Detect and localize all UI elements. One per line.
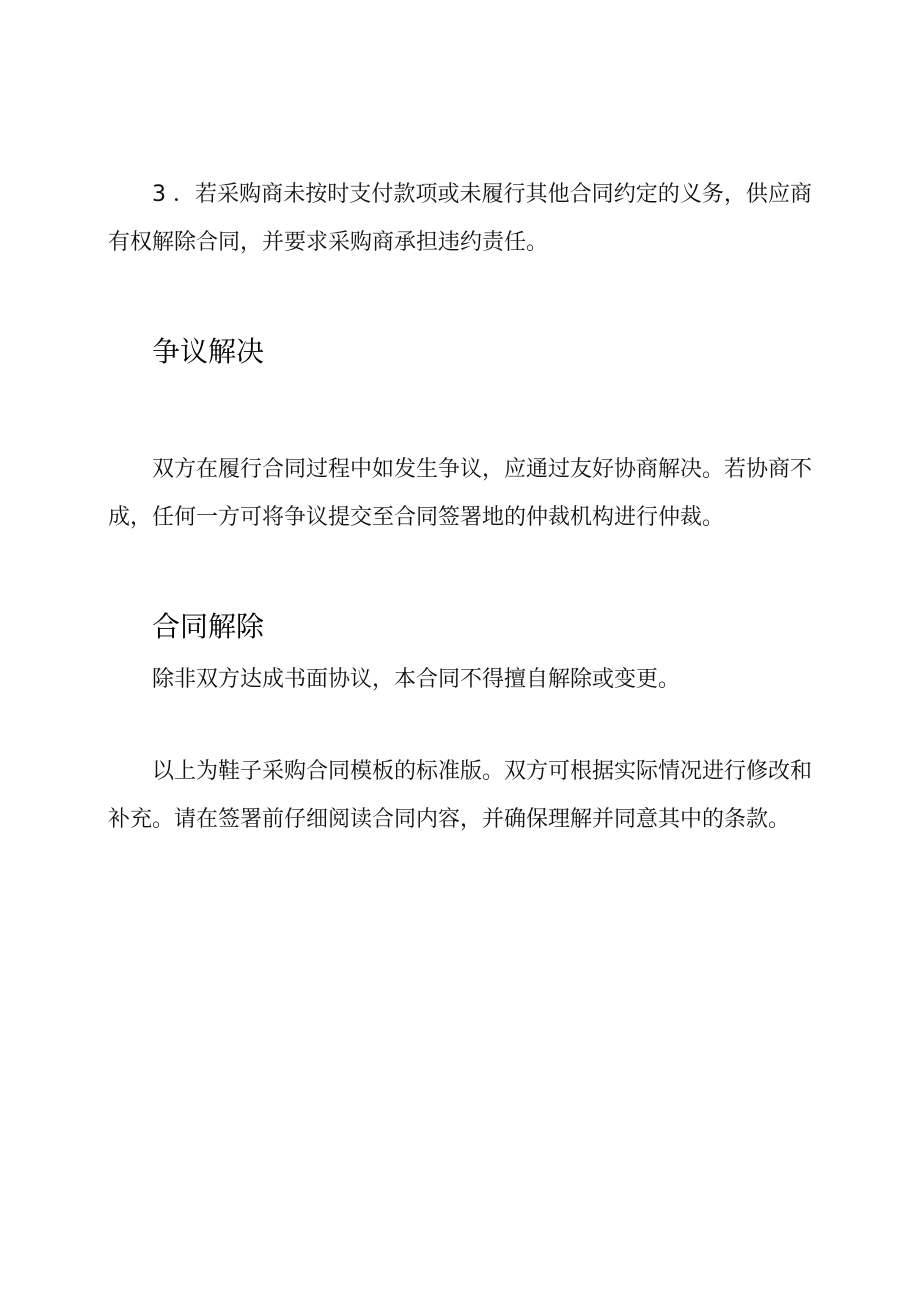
clause-3-paragraph: 3 ．若采购商未按时支付款项或未履行其他合同约定的义务，供应商有权解除合同，并要求采购商承担违约责任。 xyxy=(108,182,812,255)
closing-paragraph: 以上为鞋子采购合同模板的标准版。双方可根据实际情况进行修改和补充。请在签署前仔细阅读合同内容，并确保理解并同意其中的条款。 xyxy=(108,759,813,832)
contract-termination-heading: 合同解除 xyxy=(152,610,265,643)
dispute-resolution-paragraph: 双方在履行合同过程中如发生争议，应通过友好协商解决。若协商不成，任何一方可将争议提交至合同签署地的仲裁机构进行仲裁。 xyxy=(108,457,813,530)
contract-termination-paragraph: 除非双方达成书面协议，本合同不得擅自解除或变更。 xyxy=(152,667,681,692)
dispute-resolution-heading: 争议解决 xyxy=(152,335,265,368)
